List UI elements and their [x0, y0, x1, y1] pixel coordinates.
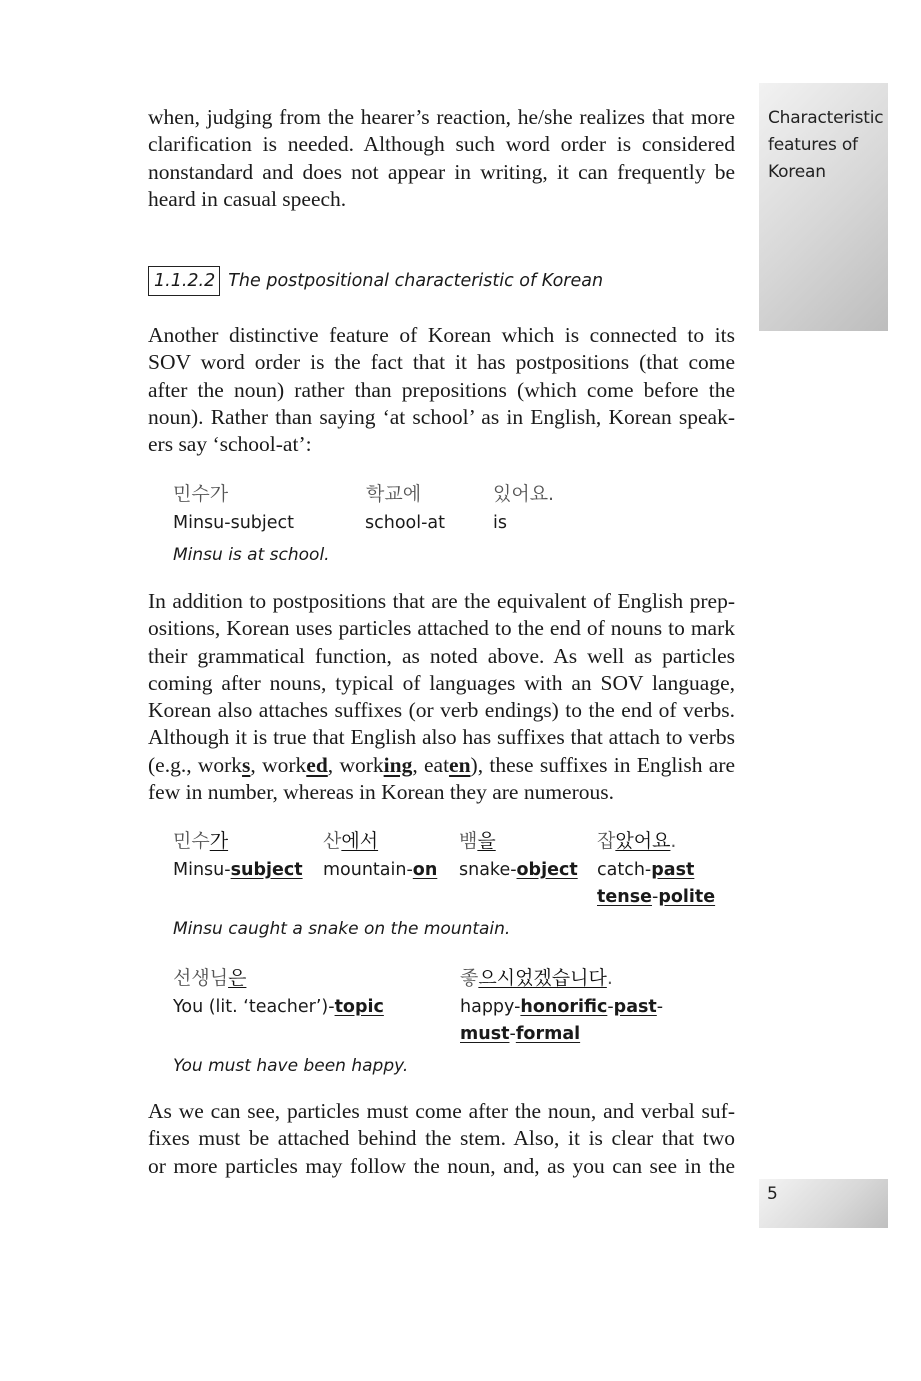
text-line: fixes must be attached behind the stem. Also, it is clear that two — [148, 1126, 735, 1151]
text-line: SOV word order is the fact that it has postpositions (that come — [148, 350, 735, 375]
gloss-suffix: tense — [597, 887, 652, 907]
text-line: or more particles may follow the noun, and, as you can see in the — [148, 1153, 735, 1178]
korean-word: 민수가 — [173, 483, 229, 505]
page-number: 5 — [767, 1184, 778, 1204]
korean-stem: 산 — [323, 830, 342, 852]
gloss-word: Minsu-subject — [173, 513, 295, 533]
gloss-word — [173, 860, 303, 880]
text-line: clarification is needed. Although such word order is considered — [148, 132, 735, 157]
gloss-word-continued — [460, 1024, 580, 1044]
suffix-highlight: ing — [383, 752, 413, 777]
text-line: their grammatical function, as noted above. As well as particles — [148, 643, 735, 668]
gloss-stem: catch- — [597, 860, 652, 880]
korean-stem: 뱀 — [459, 830, 478, 852]
korean-suffix: 가 — [209, 830, 229, 852]
chapter-side-tab-label — [768, 105, 886, 186]
korean-punct: . — [670, 830, 677, 852]
side-tab-line: Characteristic — [768, 108, 884, 128]
section-number: 1.1.2.2 — [148, 266, 220, 296]
side-tab-line: Korean — [768, 162, 826, 182]
text-segment: ), these suffixes in English are — [470, 752, 736, 777]
text-line: noun). Rather than saying ‘at school’ as in English, Korean speak- — [148, 404, 735, 429]
korean-word: 학교에 — [366, 483, 422, 505]
gloss-word — [323, 860, 437, 880]
text-line: ositions, Korean uses particles attached to the end of nouns to mark — [148, 616, 735, 641]
text-line: few in number, whereas in Korean they are numerous. — [148, 780, 614, 805]
korean-suffix: 으시었겠습니다 — [478, 967, 607, 989]
gloss-suffix: past — [613, 997, 657, 1017]
text-line-with-suffixes — [148, 752, 735, 779]
gloss-suffix: subject — [230, 860, 303, 880]
gloss-word-continued — [597, 887, 715, 907]
suffix-highlight: s — [242, 752, 251, 777]
gloss-separator: - — [509, 1024, 516, 1044]
paragraph-4 — [148, 1098, 735, 1180]
korean-stem: 잡 — [597, 830, 616, 852]
text-line: Although it is true that English also has suffixes that attach to verbs — [148, 725, 735, 750]
korean-word — [323, 826, 378, 853]
korean-word — [459, 826, 496, 853]
text-line: As we can see, particles must come after the noun, and verbal suf- — [148, 1099, 735, 1123]
gloss-suffix: must — [460, 1024, 510, 1044]
section-title: The postpositional characteristic of Korean — [228, 271, 604, 291]
gloss-word — [460, 997, 663, 1017]
gloss-separator: - — [607, 997, 614, 1017]
text-line: when, judging from the hearer’s reaction, he/she realizes that more — [148, 105, 735, 129]
text-line: nonstandard and does not appear in writing, it can frequently be — [148, 159, 735, 184]
korean-stem: 민수 — [173, 830, 210, 852]
gloss-suffix: polite — [658, 887, 716, 907]
example-translation: Minsu caught a snake on the mountain. — [173, 919, 511, 939]
text-line: coming after nouns, typical of languages with an SOV language, — [148, 670, 735, 695]
paragraph-1 — [148, 104, 735, 213]
gloss-separator: - — [651, 887, 659, 907]
korean-suffix: 을 — [477, 830, 496, 852]
gloss-suffix: object — [516, 860, 578, 880]
text-segment: , work — [327, 752, 384, 777]
gloss-word: is — [493, 513, 507, 533]
gloss-suffix: formal — [515, 1024, 581, 1044]
korean-word — [597, 826, 676, 853]
suffix-highlight: en — [449, 752, 471, 777]
korean-suffix: 은 — [228, 967, 247, 989]
gloss-stem: mountain- — [323, 860, 413, 880]
gloss-suffix: past — [651, 860, 695, 880]
page-number-tab — [759, 1179, 888, 1228]
korean-suffix: 에서 — [341, 830, 379, 852]
korean-word — [173, 963, 246, 990]
korean-word — [460, 963, 613, 990]
korean-stem: 좋 — [460, 967, 479, 989]
gloss-stem: happy- — [460, 997, 521, 1017]
korean-word — [173, 826, 228, 853]
korean-stem: 선생님 — [173, 967, 229, 989]
korean-suffix: 았어요 — [615, 830, 671, 852]
text-segment: , work — [250, 752, 307, 777]
gloss-suffix: on — [412, 860, 438, 880]
chapter-side-tab — [759, 83, 888, 331]
gloss-stem: You (lit. ‘teacher’)- — [173, 997, 335, 1017]
text-segment: (e.g., work — [148, 752, 243, 777]
gloss-word — [173, 997, 384, 1017]
paragraph-2 — [148, 322, 735, 458]
gloss-suffix: topic — [334, 997, 384, 1017]
text-segment: , eat — [412, 752, 450, 777]
gloss-stem: Minsu- — [173, 860, 231, 880]
text-line: ers say ‘school-at’: — [148, 432, 312, 457]
paragraph-3 — [148, 588, 735, 806]
text-line: after the noun) rather than prepositions (which come before the — [148, 377, 735, 402]
korean-word: 있어요. — [493, 483, 555, 505]
gloss-word: school-at — [365, 513, 446, 533]
example-translation: Minsu is at school. — [173, 545, 330, 565]
text-line: In addition to postpositions that are the equivalent of English prep- — [148, 589, 735, 613]
gloss-word — [597, 860, 694, 880]
gloss-separator: - — [656, 997, 664, 1017]
section-heading — [148, 266, 603, 296]
suffix-highlight: ed — [306, 752, 328, 777]
side-tab-line: features of — [768, 135, 858, 155]
gloss-suffix: honorific — [520, 997, 608, 1017]
korean-punct: . — [606, 967, 613, 989]
text-line: heard in casual speech. — [148, 186, 347, 211]
gloss-stem: snake- — [459, 860, 517, 880]
gloss-word — [459, 860, 578, 880]
text-line: Another distinctive feature of Korean which is connected to its — [148, 323, 735, 347]
text-line: Korean also attaches suffixes (or verb endings) to the end of verbs. — [148, 698, 735, 723]
example-translation: You must have been happy. — [173, 1056, 409, 1076]
